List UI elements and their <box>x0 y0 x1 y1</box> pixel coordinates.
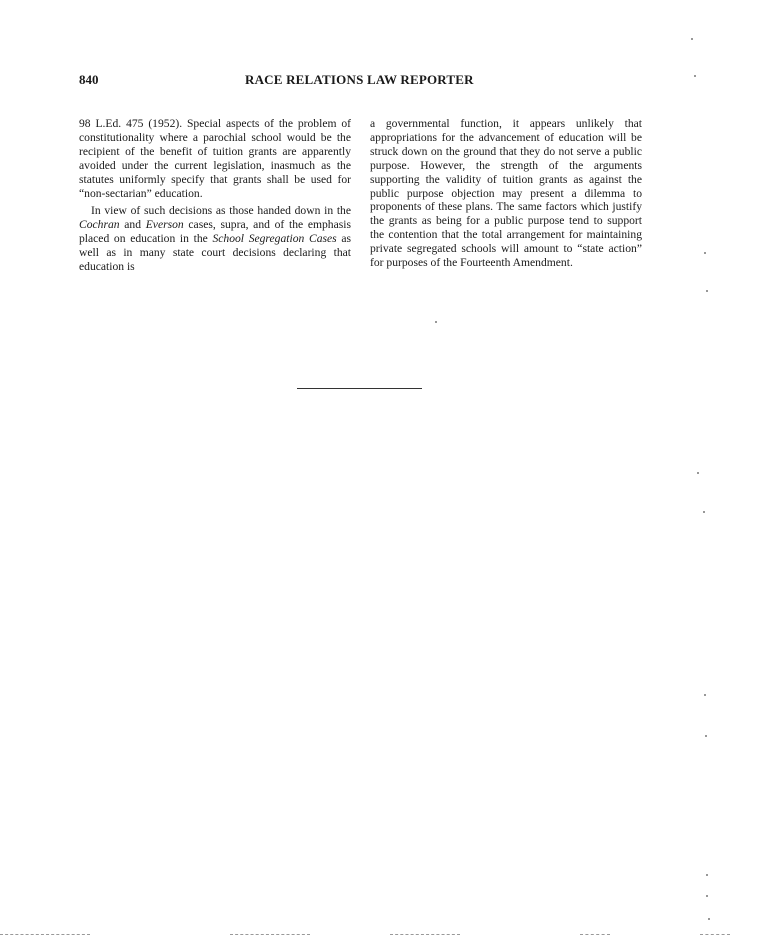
scan-speck <box>706 874 708 876</box>
scan-speck <box>706 290 708 292</box>
scan-speck <box>704 252 706 254</box>
text-run: and <box>119 218 146 232</box>
scan-speck <box>703 511 705 513</box>
scan-edge-line <box>230 934 310 935</box>
right-column <box>370 117 642 270</box>
scan-edge-line <box>580 934 610 935</box>
case-name-school-segregation: School Segregation Cases <box>212 232 337 246</box>
scan-speck <box>697 472 699 474</box>
scan-speck <box>435 321 437 323</box>
scan-edge-line <box>0 934 90 935</box>
scan-edge-line <box>390 934 460 935</box>
scan-edge-line <box>700 934 730 935</box>
case-name-everson: Everson <box>145 218 184 232</box>
scan-speck <box>708 918 710 920</box>
case-name-cochran: Cochran <box>79 218 120 232</box>
page-header <box>79 72 649 90</box>
scan-speck <box>694 75 696 77</box>
left-paragraph-1: 98 L.Ed. 475 (1952). Special aspects of the problem of constitutionality where a parochial school would be the recipient of the benefit of tuition grants are apparently avoided under the current legislation, inasmuch as the statutes uniformly specify that grants shall be used for “non-sectarian” education. <box>79 117 351 200</box>
scan-speck <box>691 38 693 40</box>
running-head: RACE RELATIONS LAW REPORTER <box>245 72 474 87</box>
page-number: 840 <box>79 72 99 87</box>
right-paragraph-1: a governmental function, it appears unlikely that appropriations for the advancement of education will be struck down on the ground that they do not serve a public purpose. However, the strength of the arguments supporting the validity of tuition grants as against the public purpose objection may present a dilemma to proponents of these plans. The same factors which justify the grants as being for a public purpose tend to support the contention that the total arrangement for maintaining private segregated schools will amount to “state action” for purposes of the Fourteenth Amendment. <box>370 117 642 270</box>
section-end-rule <box>297 388 422 389</box>
left-column <box>79 117 351 274</box>
scan-speck <box>704 694 706 696</box>
scan-speck <box>705 735 707 737</box>
scan-speck <box>706 895 708 897</box>
text-run: cases, supra, and of the emphasis placed on education in the <box>79 218 351 246</box>
text-run: as well as in many state court decisions declaring that education is <box>79 232 352 274</box>
text-run: In view of such decisions as those handed down in the <box>91 204 351 218</box>
left-paragraph-2 <box>79 204 351 274</box>
